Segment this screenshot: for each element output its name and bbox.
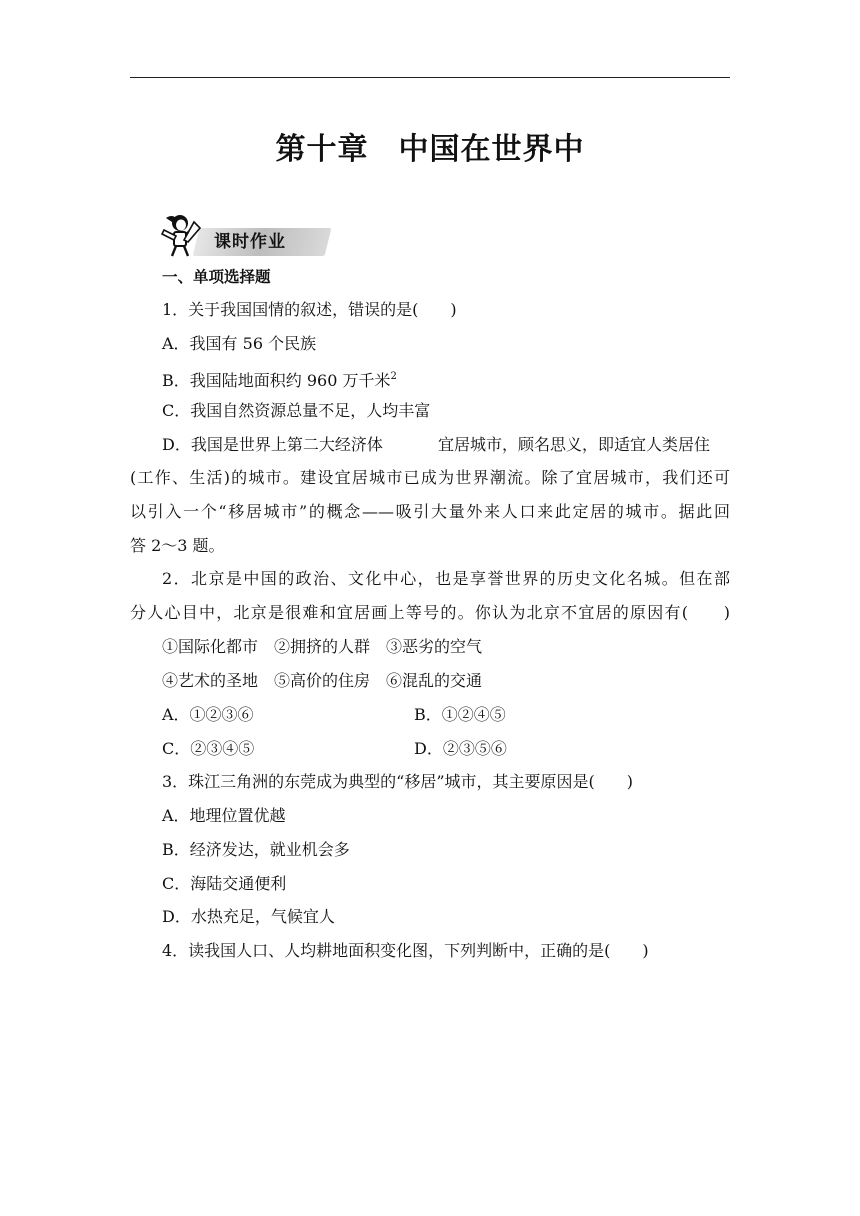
passage-line-4: 答 2～3 题。 (130, 536, 225, 555)
q3-option-a: A．地理位置优越 (162, 806, 286, 825)
q3-stem: 3．珠江三角洲的东莞成为典型的“移居”城市，其主要原因是( ) (162, 772, 634, 791)
q3-option-d: D．水热充足，气候宜人 (162, 907, 335, 926)
chapter-name: 中国在世界中 (398, 132, 585, 167)
passage-line-1: 宜居城市，顾名思义，即适宜人类居住 (438, 435, 711, 454)
q1-option-d: D．我国是世界上第二大经济体 (162, 435, 383, 454)
q2-option-c: C．②③④⑤ (162, 739, 255, 758)
passage-line-3: 以引入一个“移居城市”的概念——吸引大量外来人口来此定居的城市。据此回 (130, 502, 730, 521)
q2-option-b: B．①②④⑤ (414, 705, 506, 724)
homework-banner (158, 212, 334, 258)
q2-stem-line-2: 分人心目中，北京是很难和宜居画上等号的。你认为北京不宜居的原因有( ) (130, 603, 730, 622)
banner-label: 课时作业 (214, 232, 286, 252)
q1-stem: 1．关于我国国情的叙述，错误的是( ) (162, 300, 457, 319)
q3-option-c: C．海陆交通便利 (162, 874, 287, 893)
passage-line-2: (工作、生活)的城市。建设宜居城市已成为世界潮流。除了宜居城市，我们还可 (130, 468, 730, 487)
q1-option-b-text: B．我国陆地面积约 960 万千米 (162, 371, 391, 390)
q2-items-line-2: ④艺术的圣地 ⑤高价的住房 ⑥混乱的交通 (162, 671, 483, 690)
q2-option-d: D．②③⑤⑥ (414, 739, 507, 758)
q2-option-a: A．①②③⑥ (162, 705, 254, 724)
q2-items-line-1: ①国际化都市 ②拥挤的人群 ③恶劣的空气 (162, 637, 483, 656)
q1-option-b (162, 366, 397, 392)
q1-option-c: C．我国自然资源总量不足，人均丰富 (162, 401, 431, 420)
q2-stem-line-1: 2．北京是中国的政治、文化中心，也是享誉世界的历史文化名城。但在部 (162, 569, 730, 588)
section-heading: 一、单项选择题 (162, 268, 271, 286)
q3-option-b: B．经济发达，就业机会多 (162, 840, 350, 859)
q1-option-b-superscript: 2 (390, 371, 397, 382)
header-rule (130, 77, 730, 78)
q4-stem: 4．读我国人口、人均耕地面积变化图，下列判断中，正确的是( ) (162, 941, 649, 960)
chapter-number: 第十章 (275, 132, 369, 167)
chapter-title (0, 128, 860, 172)
q1-option-a: A．我国有 56 个民族 (162, 334, 317, 353)
student-writing-icon (158, 212, 204, 258)
